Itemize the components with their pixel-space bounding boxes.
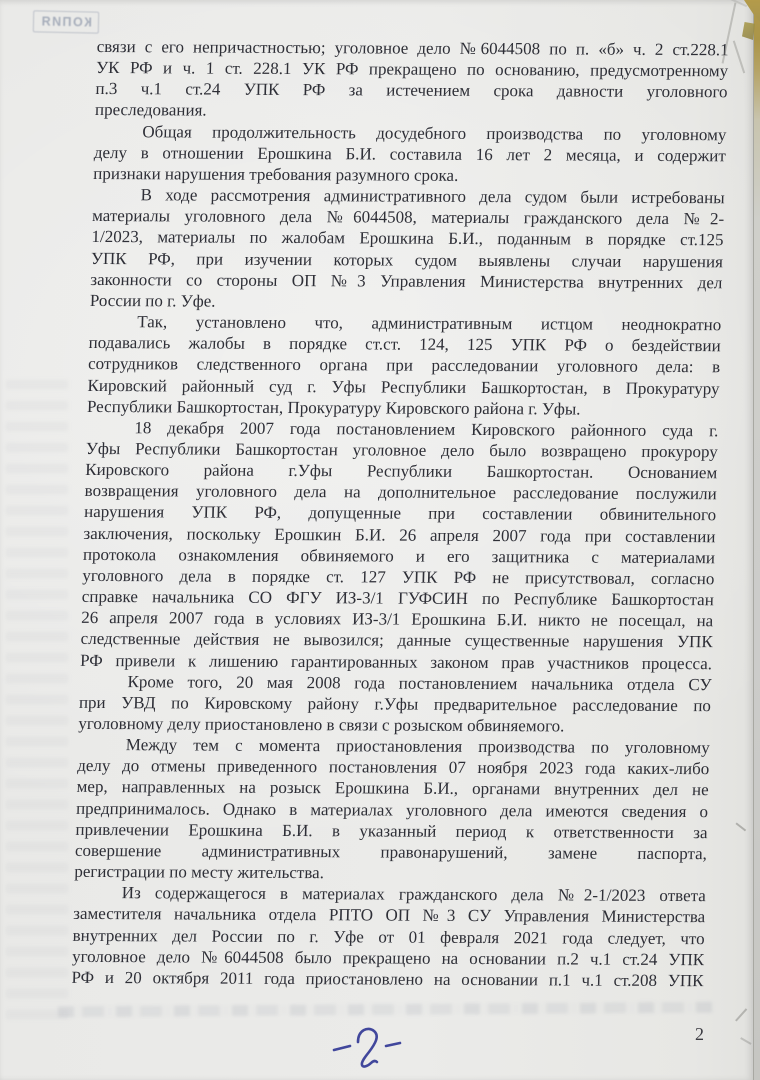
- text-line: 18 декабря 2007 года постановлением Кировского районного суда г.: [134, 418, 719, 441]
- text-line: заместителя начальника отдела РПТО ОП №3 СУ Управления Министерства: [72, 904, 706, 927]
- text-line: Кировский районный суд г. Уфы Республики Башкортостан, в Прокуратуру: [87, 375, 720, 398]
- text-line: уголовному делу приостановлено в связи с розыском обвиняемого.: [78, 713, 565, 736]
- text-line: Общая продолжительность досудебного производства по уголовному: [142, 121, 727, 144]
- text-line: делу в отношении Ерошкина Б.И. составила 16 лет 2 месяца, и содержит: [93, 142, 727, 166]
- text-line: регистрации по месту жительства.: [74, 861, 325, 883]
- page-number: 2: [695, 1024, 704, 1044]
- text-line: 26 апреля 2007 года в условиях ИЗ-3/1 Ерошкина Б.И. никто не посещал, на: [81, 608, 714, 631]
- text-line: уголовного дела в порядке ст. 127 УПК РФ не присутствовал, согласно: [82, 565, 715, 589]
- text-line: возвращения уголовного дела на дополнительное расследование послужили: [84, 481, 717, 504]
- copy-stamp: КОПИЯ: [33, 10, 99, 33]
- text-line: Из содержащегося в материалах гражданского дела №2-1/2023 ответа: [121, 883, 707, 906]
- text-line: Уфы Республики Башкортостан уголовное дело было возвращено прокурору: [85, 438, 719, 462]
- handwritten-dash-2-dash: [334, 1029, 400, 1067]
- text-line: привлечении Ерошкина Б.И. в указанный период к ответственности за: [75, 819, 708, 842]
- bleed-through-text-band: [58, 1002, 713, 1018]
- text-line: подавались жалобы в порядке ст.ст. 124, 125 УПК РФ о бездействии: [88, 333, 721, 356]
- text-line: Кировского района г.Уфы Республики Башкортостан. Основанием: [85, 460, 718, 483]
- text-line: Так, установлено что, административным истцом неоднократно: [137, 312, 722, 335]
- bleed-through-texture: [6, 380, 68, 1020]
- handwritten-page-mark: [320, 1016, 420, 1079]
- text-line: РФ и 20 октября 2011 года приостановлено на основании п.1 ч.1 ст.208 УПК: [71, 967, 704, 991]
- text-line: преследования.: [94, 100, 207, 121]
- text-line: делу до отмены приведенного постановления 07 ноября 2023 года каких-либо: [76, 756, 710, 779]
- text-line: сотрудников следственного органа при расследовании уголовного дела: в: [87, 354, 721, 377]
- text-line: протокола ознакомления обвиняемого и его защитника с материалами: [82, 544, 716, 567]
- text-block: [71, 36, 729, 991]
- text-line: заключения, поскольку Ерошкин Б.И. 26 апреля 2007 года при составлении: [83, 523, 716, 546]
- text-line: признаки нарушения требования разумного срока.: [93, 163, 459, 185]
- text-line: В ходе рассмотрения административного дела судом были истребованы: [140, 185, 725, 208]
- text-line: РФ привели к лишению гарантированных законом прав участников процесса.: [79, 650, 713, 673]
- text-line: совершение административных правонарушений, замене паспорта,: [74, 840, 708, 864]
- text-line: внутренних дел России по г. Уфе от 01 февраля 2021 года следует, что: [72, 925, 705, 948]
- text-line: материалы уголовного дела №6044508, материалы гражданского дела №2-: [91, 206, 725, 229]
- text-line: Республики Башкортостан, Прокуратуру Кировского района г. Уфы.: [86, 396, 581, 419]
- text-line: предпринималось. Однако в материалах уголовного дела имеются сведения о: [75, 798, 709, 821]
- text-line: следственные действия не вывозился; данные существенные нарушения УПК: [80, 629, 713, 652]
- text-line: России по г. Уфе.: [89, 290, 216, 311]
- text-line: при УВД по Кировскому району г.Уфы предварительное расследование по: [78, 692, 712, 716]
- text-line: Кроме того, 20 мая 2008 года постановлением начальника отдела СУ: [127, 671, 712, 694]
- text-line: уголовное дело №6044508 было прекращено на основании п.2 ч.1 ст.24 УПК: [71, 946, 705, 969]
- text-line: Между тем с момента приостановления производства по уголовному: [125, 735, 711, 758]
- text-line: п.3 ч.1 ст.24 УПК РФ за истечением срока давности уголовного: [95, 79, 728, 102]
- text-line: справке начальника СО ФГУ ИЗ-3/1 ГУФСИН по Республике Башкортостан: [81, 586, 715, 610]
- text-line: 1/2023, материалы по жалобам Ерошкина Б.И., поданным в порядке ст.125: [91, 227, 724, 250]
- text-line: законности со стороны ОП №3 Управления Министерства внутренних дел: [90, 269, 723, 292]
- text-line: нарушения УПК РФ, допущенные при составлении обвинительного: [83, 502, 717, 525]
- text-line: УПК РФ, при изучении которых судом выявлены случаи нарушения: [90, 248, 724, 271]
- text-line: мер, направленных на розыск Ерошкина Б.И., органами внутренних дел не: [76, 777, 709, 800]
- text-line: связи с его непричастностью; уголовное дело №6044508 по п. «б» ч. 2 ст.228.1: [96, 36, 729, 60]
- text-line: УК РФ и ч. 1 ст. 228.1 УК РФ прекращено по основанию, предусмотренному: [95, 58, 729, 81]
